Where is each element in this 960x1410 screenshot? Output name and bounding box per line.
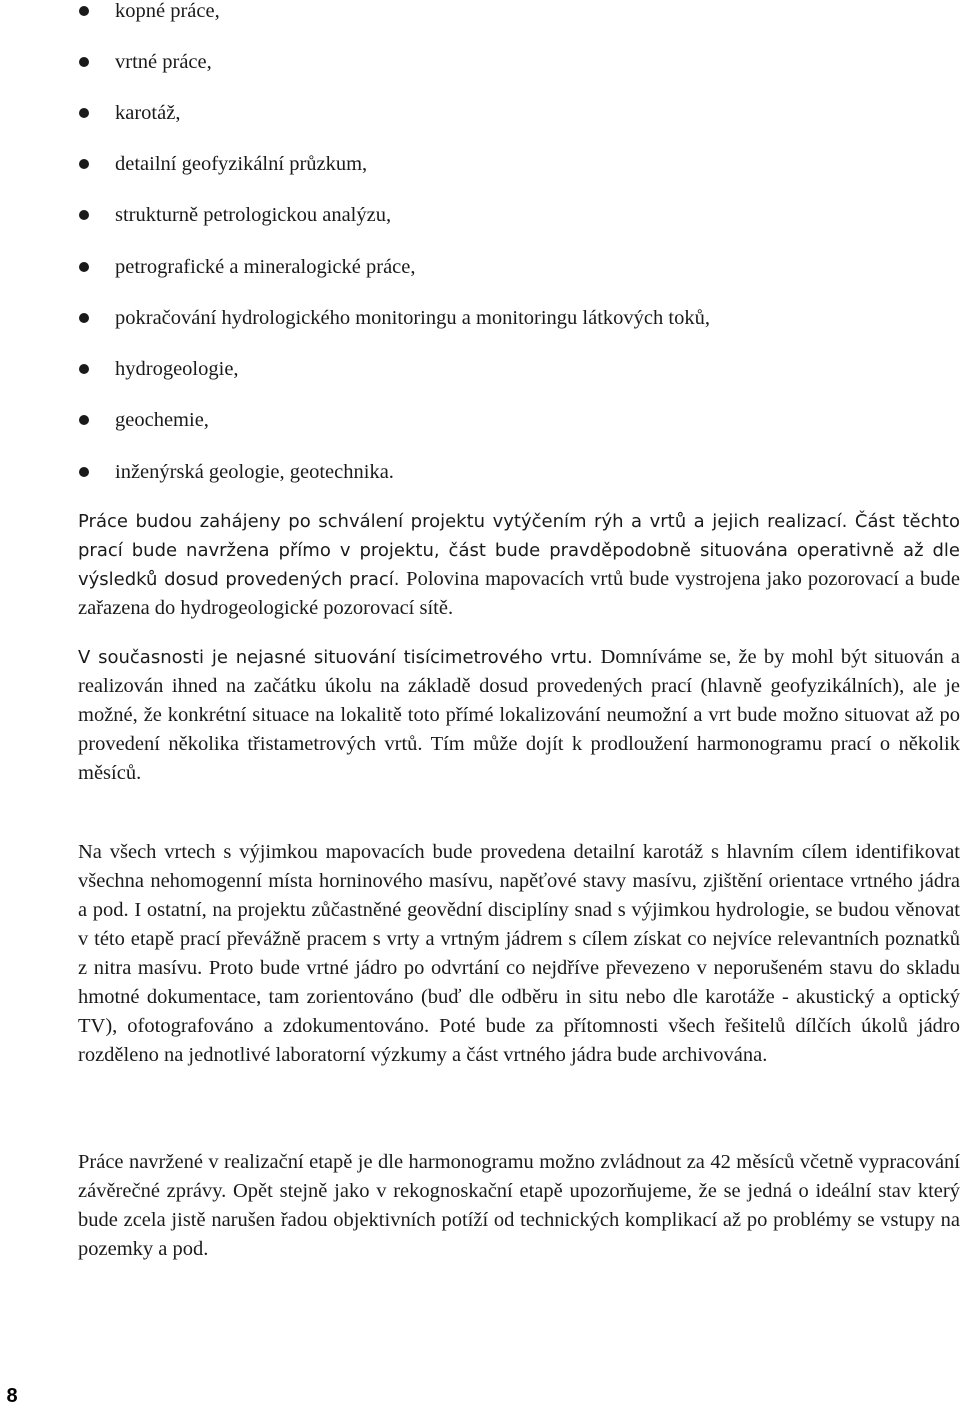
bullet-icon (79, 313, 89, 323)
bullet-icon (79, 210, 89, 220)
list-item-text: petrografické a mineralogické práce, (115, 256, 416, 278)
paragraph-deep-borehole-serif: Domníváme se, že by mohl být situován a realizován ihned na začátku úkolu na základě dosud provedených prací (hlavně geofyzikálních), ale je možné, že konkrétní situace na lokalitě toto přímé lokalizování neumožní a vrt bude možno situovat až po provedení několika třistametrových vrtů. Tím může dojít k prodloužení harmonogramu prací o několik měsíců. (78, 646, 960, 784)
bullet-icon (79, 6, 89, 16)
list-item-text: strukturně petrologickou analýzu, (115, 204, 392, 226)
list-item (0, 457, 960, 487)
bullet-icon (79, 57, 89, 67)
list-item (0, 354, 960, 384)
list-item-text: karotáž, (115, 102, 181, 124)
bullet-icon (79, 262, 89, 272)
list-item-text: hydrogeologie, (115, 358, 239, 380)
list-item (0, 149, 960, 179)
list-item-text: detailní geofyzikální průzkum, (115, 153, 368, 175)
list-item-text: inženýrská geologie, geotechnika. (115, 461, 394, 483)
list-item (0, 0, 960, 26)
paragraph-deep-borehole-sans: V současnosti je nejasné situování tisícimetrového vrtu. (78, 647, 593, 668)
bullet-icon (79, 159, 89, 169)
paragraph-karotaz: Na všech vrtech s výjimkou mapovacích bude provedena detailní karotáž s hlavním cílem identifikovat všechna nehomogenní místa horninového masívu, napěťové stavy masívu, zjištění orientace vrtného jádra a pod. I ostatní, na projektu zůčastněné geovědní disciplíny snad s výjimkou hydrologie, se budou věnovat v této etapě prací převážně pracem s vrty a vrtným jádrem s cílem získat co nejvíce relevantních poznatků z nitra masívu. Proto bude vrtné jádro po odvrtání co nejdříve převezeno v neporušeném stavu do skladu hmotné dokumentace, tam zorientováno (buď dle odběru in situ nebo dle karotáže - akustický a optický TV), ofotografováno a zdokumentováno. Poté bude za přítomnosti všech řešitelů dílčích úkolů jádro rozděleno na jednotlivé laboratorní výzkumy a část vrtného jádra bude archivována. (78, 841, 960, 1066)
bullet-icon (79, 108, 89, 118)
list-item-text: vrtné práce, (115, 51, 212, 73)
page-number: 8 (6, 1385, 18, 1407)
paragraph-work-start-serif: Polovina mapovacích vrtů bude vystrojena jako pozorovací a bude zařazena do hydrogeologické pozorovací sítě. (78, 568, 960, 619)
list-item-text: pokračování hydrologického monitoringu a monitoringu látkových toků, (115, 307, 710, 329)
paragraph-work-start-sans: Práce budou zahájeny po schválení projektu vytýčením rýh a vrtů a jejich realizací. Část těchto prací bude navržena přímo v projektu, část bude pravděpodobně situována operativně až dle výsledků dosud provedených prací. (78, 511, 960, 590)
list-item (0, 200, 960, 230)
paragraph-deep-borehole (78, 643, 960, 788)
list-item (0, 303, 960, 333)
list-item-text: kopné práce, (115, 0, 220, 22)
bullet-icon (79, 364, 89, 374)
list-item (0, 98, 960, 128)
bullet-icon (79, 467, 89, 477)
list-item (0, 47, 960, 77)
paragraph-harmonogram: Práce navržené v realizační etapě je dle harmonogramu možno zvládnout za 42 měsíců včetně vypracování závěrečné zprávy. Opět stejně jako v rekognoskační etapě upozorňujeme, že se jedná o ideální stav který bude zcela jistě narušen řadou objektivních potíží od technických komplikací až po problémy se vstupy na pozemky a pod. (78, 1151, 960, 1260)
list-item (0, 252, 960, 282)
bullet-icon (79, 415, 89, 425)
paragraph-work-start (78, 507, 960, 623)
list-item (0, 405, 960, 435)
list-item-text: geochemie, (115, 409, 209, 431)
